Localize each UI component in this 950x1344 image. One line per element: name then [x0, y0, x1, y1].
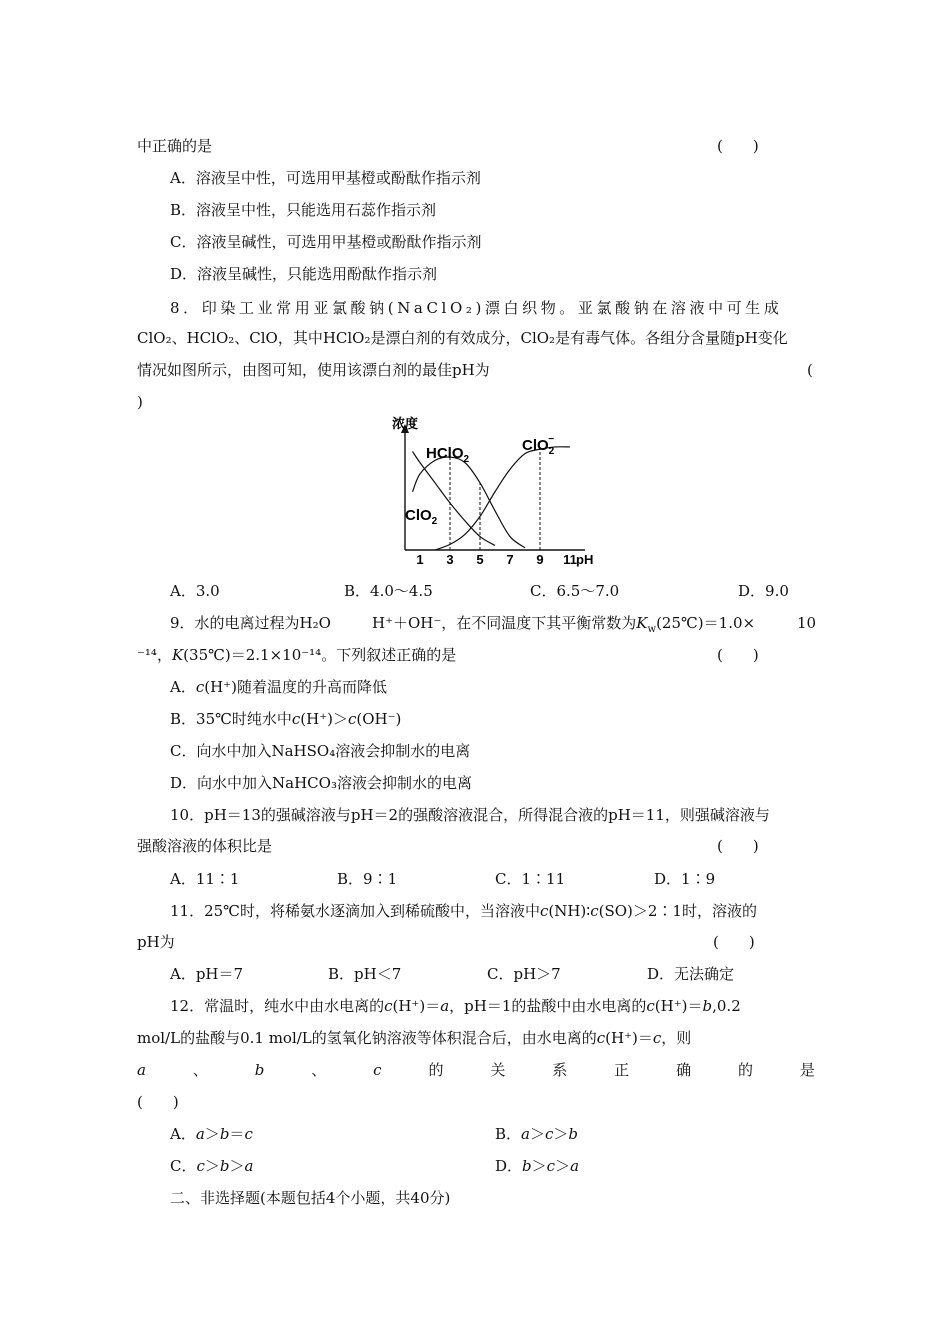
q9-line-1a: 9．水的电离过程为H₂O: [170, 614, 331, 632]
q11-option-d: D．无法确定: [647, 965, 735, 983]
q8-line-1: 8．印染工业常用亚氯酸钠(NaClO₂)漂白织物。亚氯酸钠在溶液中可生成: [170, 299, 783, 317]
q8-paren-open: (: [807, 361, 813, 379]
x-tick-label-5: 5: [476, 552, 484, 567]
q10-answer-paren: ( ): [717, 837, 759, 855]
q12-option-c: C．c＞b＞a: [170, 1157, 254, 1175]
q7-stem-tail: 中正确的是: [137, 137, 213, 155]
concentration-ph-chart: [380, 408, 610, 573]
x-axis-label: pH: [576, 552, 594, 567]
clo2-curve: [413, 451, 496, 545]
q9-line-2: ⁻¹⁴，K(35℃)＝2.1×10⁻¹⁴。下列叙述正确的是: [137, 646, 457, 664]
q12-option-d: D．b＞c＞a: [495, 1157, 580, 1175]
section-2-heading: 二、非选择题(本题包括4个小题，共40分): [170, 1189, 451, 1207]
q9-option-c: C．向水中加入NaHSO₄溶液会抑制水的电离: [170, 742, 471, 760]
q11-answer-paren: ( ): [713, 933, 755, 951]
q12-line-2: mol/L的盐酸与0.1 mol/L的氢氧化钠溶液等体积混合后，由水电离的c(H⁺)＝c，则: [137, 1029, 692, 1047]
q9-line-1d: 10: [797, 614, 817, 632]
q10-line-2: 强酸溶液的体积比是: [137, 837, 273, 855]
q10-option-b: B．9∶1: [337, 870, 398, 888]
q11-option-b: B．pH＜7: [328, 965, 402, 983]
q11-line-2: pH为: [137, 933, 175, 951]
q11-option-a: A．pH＝7: [170, 965, 244, 983]
clo2-label: ClO$_2$: [405, 507, 438, 527]
q7-option-d: D．溶液呈碱性，只能选用酚酞作指示剂: [170, 265, 438, 283]
q9-option-b: B．35℃时纯水中c(H⁺)＞c(OH⁻): [170, 710, 402, 728]
q8-option-c: C．6.5～7.0: [530, 582, 620, 600]
q9-option-d: D．向水中加入NaHCO₃溶液会抑制水的电离: [170, 774, 472, 792]
q10-line-1: 10．pH＝13的强碱溶液与pH＝2的强酸溶液混合，所得混合液的pH＝11，则强碱溶液与: [170, 806, 770, 824]
hclo2-label: HClO$_2$: [426, 445, 470, 465]
q7-option-a: A．溶液呈中性，可选用甲基橙或酚酞作指示剂: [170, 169, 481, 187]
x-tick-label-1: 1: [416, 552, 424, 567]
q8-line-2: ClO₂、HClO₂、ClO，其中HClO₂是漂白剂的有效成分，ClO₂是有毒气体。各组分含量随pH变化: [137, 329, 788, 347]
hclo2-curve: [413, 457, 526, 548]
q7-answer-paren: ( ): [717, 137, 759, 155]
q11-line-1: 11．25℃时，将稀氨水逐滴加入到稀硫酸中，当溶液中c(NH)∶c(SO)＞2∶1时，溶液的: [170, 902, 757, 920]
q7-option-c: C．溶液呈碱性，可选用甲基橙或酚酞作指示剂: [170, 233, 482, 251]
clo2-minus-label: ClO$_2$−: [522, 434, 555, 457]
clo2-minus-curve: [435, 447, 570, 550]
x-tick-label-9: 9: [536, 552, 544, 567]
q8-option-d: D．9.0: [738, 582, 789, 600]
x-tick-label-3: 3: [446, 552, 454, 567]
q12-option-b: B．a＞c＞b: [495, 1125, 579, 1143]
q7-option-b: B．溶液呈中性，只能选用石蕊作指示剂: [170, 201, 437, 219]
q8-line-3: 情况如图所示，由图可知，使用该漂白剂的最佳pH为: [137, 361, 490, 379]
q9-option-a: A．c(H⁺)随着温度的升高而降低: [170, 678, 387, 696]
q9-answer-paren: ( ): [717, 646, 759, 664]
x-tick-label-7: 7: [506, 552, 514, 567]
x-tick-label-11: 11: [563, 552, 577, 567]
q12-option-a: A．a＞b＝c: [170, 1125, 253, 1143]
q8-option-a: A．3.0: [170, 582, 220, 600]
q10-option-a: A．11∶1: [170, 870, 240, 888]
y-axis-label: 浓度: [392, 416, 419, 431]
q12-answer-paren: ( ): [137, 1093, 179, 1111]
q10-option-d: D．1∶9: [654, 870, 716, 888]
q8-paren-close: ): [137, 393, 143, 411]
q10-option-c: C．1∶11: [495, 870, 566, 888]
x-tick-labels: [416, 552, 576, 567]
q8-option-b: B．4.0～4.5: [344, 582, 433, 600]
q12-line-3: a 、 b 、 c 的 关 系 正 确 的 是: [137, 1061, 815, 1079]
q9-line-1: H⁺＋OH⁻，在不同温度下其平衡常数为$K_w(25℃)=1.0\times$: [372, 614, 756, 635]
q12-line-1: 12．常温时，纯水中由水电离的c(H⁺)＝a，pH＝1的盐酸中由水电离的c(H⁺)＝b,0.2: [170, 997, 741, 1015]
q11-option-c: C．pH＞7: [487, 965, 561, 983]
